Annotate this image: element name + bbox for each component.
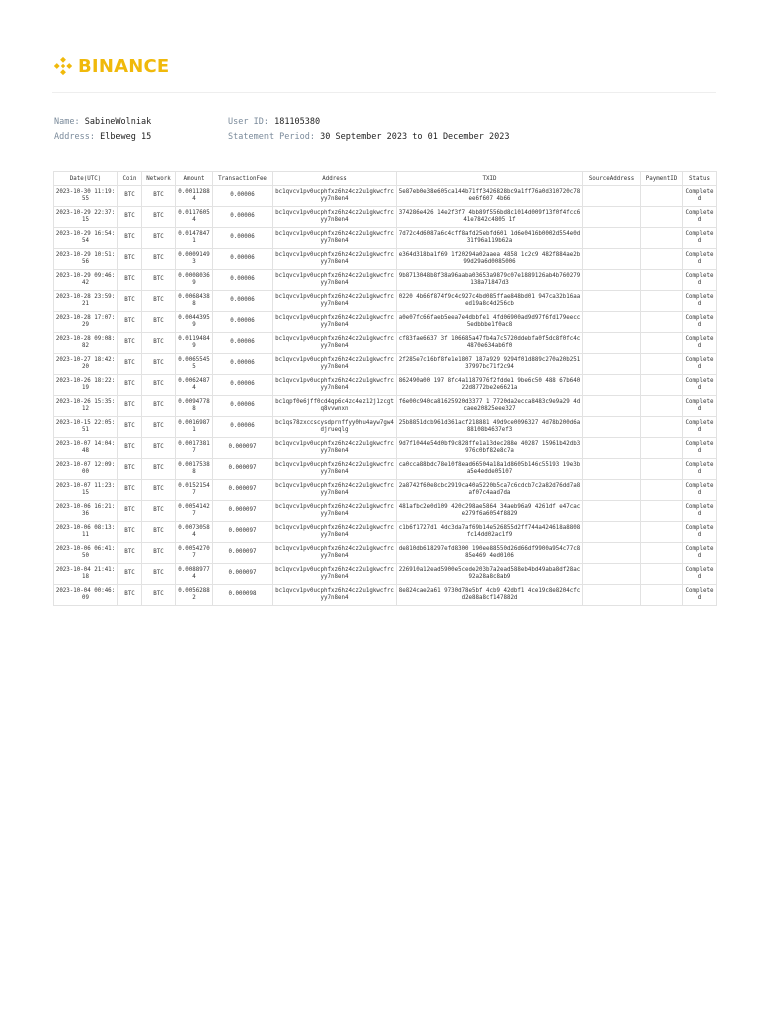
- fee-cell: 0.00006: [213, 375, 273, 396]
- coin-cell: BTC: [118, 396, 142, 417]
- coin-cell: BTC: [118, 354, 142, 375]
- amount-cell: 0.00655455: [176, 354, 213, 375]
- coin-cell: BTC: [118, 186, 142, 207]
- payment-id-cell: [641, 459, 683, 480]
- source-address-cell: [583, 312, 641, 333]
- fee-cell: 0.00006: [213, 270, 273, 291]
- source-address-cell: [583, 354, 641, 375]
- address-cell: bc1qvcv1pv0ucphfxz6hz4cz2u1gkwcfrcyy7n8en4: [273, 333, 397, 354]
- network-cell: BTC: [142, 417, 176, 438]
- amount-cell: 0.00091493: [176, 249, 213, 270]
- col-payment-id: PaymentID: [641, 172, 683, 186]
- table-row: [54, 249, 717, 270]
- date-cell: 2023-10-29 16:54:54: [54, 228, 118, 249]
- coin-cell: BTC: [118, 585, 142, 606]
- table-row: [54, 186, 717, 207]
- payment-id-cell: [641, 585, 683, 606]
- date-cell: 2023-10-04 00:46:09: [54, 585, 118, 606]
- status-cell: Completed: [683, 417, 717, 438]
- txid-cell: e364d318ba1f69 1f20294a02aaea 4858 1c2c9 482f884ae2b99d29a6d0085006: [397, 249, 583, 270]
- payment-id-cell: [641, 564, 683, 585]
- network-cell: BTC: [142, 501, 176, 522]
- binance-diamond-icon: [52, 55, 74, 77]
- source-address-cell: [583, 207, 641, 228]
- table-row: [54, 438, 717, 459]
- table-row: [54, 396, 717, 417]
- payment-id-cell: [641, 228, 683, 249]
- amount-cell: 0.00173817: [176, 438, 213, 459]
- fee-cell: 0.00006: [213, 291, 273, 312]
- source-address-cell: [583, 585, 641, 606]
- status-cell: Completed: [683, 291, 717, 312]
- header-divider: [52, 92, 716, 93]
- date-cell: 2023-10-06 06:41:50: [54, 543, 118, 564]
- coin-cell: BTC: [118, 228, 142, 249]
- payment-id-cell: [641, 354, 683, 375]
- status-cell: Completed: [683, 228, 717, 249]
- payment-id-cell: [641, 501, 683, 522]
- col-txid: TXID: [397, 172, 583, 186]
- payment-id-cell: [641, 312, 683, 333]
- txid-cell: 2a8742f60e8cbc2919ca40a5220b5ca7c6cdcb7c2a82d76dd7a8af07c4aad7da: [397, 480, 583, 501]
- table-row: [54, 522, 717, 543]
- binance-logo: [52, 55, 169, 77]
- fee-cell: 0.00006: [213, 249, 273, 270]
- amount-cell: 0.01176054: [176, 207, 213, 228]
- status-cell: Completed: [683, 522, 717, 543]
- amount-cell: 0.00947788: [176, 396, 213, 417]
- account-name: SabineWolniak: [84, 117, 152, 127]
- address-cell: bc1qvcv1pv0ucphfxz6hz4cz2u1gkwcfrcyy7n8en4: [273, 249, 397, 270]
- col-coin: Coin: [118, 172, 142, 186]
- brand-name: BINANCE: [78, 55, 170, 77]
- amount-cell: 0.00541427: [176, 501, 213, 522]
- status-cell: Completed: [683, 585, 717, 606]
- fee-cell: 0.00006: [213, 186, 273, 207]
- status-cell: Completed: [683, 249, 717, 270]
- col-date: Date(UTC): [54, 172, 118, 186]
- date-cell: 2023-10-29 22:37:15: [54, 207, 118, 228]
- fee-cell: 0.00006: [213, 333, 273, 354]
- payment-id-cell: [641, 480, 683, 501]
- date-cell: 2023-10-28 09:08:82: [54, 333, 118, 354]
- network-cell: BTC: [142, 249, 176, 270]
- table-row: [54, 228, 717, 249]
- table-row: [54, 480, 717, 501]
- payment-id-cell: [641, 543, 683, 564]
- fee-cell: 0.000097: [213, 522, 273, 543]
- col-fee: TransactionFee: [213, 172, 273, 186]
- payment-id-cell: [641, 333, 683, 354]
- address-cell: bc1qvcv1pv0ucphfxz6hz4cz2u1gkwcfrcyy7n8en4: [273, 228, 397, 249]
- status-cell: Completed: [683, 501, 717, 522]
- status-cell: Completed: [683, 459, 717, 480]
- payment-id-cell: [641, 438, 683, 459]
- address-cell: bc1qvcv1pv0ucphfxz6hz4cz2u1gkwcfrcyy7n8en4: [273, 564, 397, 585]
- status-cell: Completed: [683, 438, 717, 459]
- fee-cell: 0.000097: [213, 459, 273, 480]
- network-cell: BTC: [142, 522, 176, 543]
- source-address-cell: [583, 438, 641, 459]
- amount-cell: 0.00169871: [176, 417, 213, 438]
- status-cell: Completed: [683, 207, 717, 228]
- source-address-cell: [583, 228, 641, 249]
- date-cell: 2023-10-07 14:04:48: [54, 438, 118, 459]
- coin-cell: BTC: [118, 270, 142, 291]
- date-cell: 2023-10-15 22:05:51: [54, 417, 118, 438]
- txid-cell: 5e87eb0e38e605ca144b71ff3426828bc9a1ff76a0d310720c78ee6f607 4b66: [397, 186, 583, 207]
- amount-cell: 0.01478471: [176, 228, 213, 249]
- txid-cell: 7d72c4d6087a6c4cff8afd25ebfd601 1d6e0416b0002d554e0d31f96a119b62a: [397, 228, 583, 249]
- address-cell: bc1qvcv1pv0ucphfxz6hz4cz2u1gkwcfrcyy7n8en4: [273, 459, 397, 480]
- payment-id-cell: [641, 270, 683, 291]
- user-id-label: User ID:: [228, 117, 269, 127]
- fee-cell: 0.00006: [213, 228, 273, 249]
- date-cell: 2023-10-29 09:46:42: [54, 270, 118, 291]
- address-cell: bc1qvcv1pv0ucphfxz6hz4cz2u1gkwcfrcyy7n8en4: [273, 291, 397, 312]
- coin-cell: BTC: [118, 417, 142, 438]
- table-row: [54, 501, 717, 522]
- source-address-cell: [583, 186, 641, 207]
- network-cell: BTC: [142, 207, 176, 228]
- txid-cell: f6e00c940ca81625920d3377 1 7720da2ecca8483c9e9a29 4dcaee20825eee327: [397, 396, 583, 417]
- table-row: [54, 459, 717, 480]
- payment-id-cell: [641, 186, 683, 207]
- address-cell: bc1qvcv1pv0ucphfxz6hz4cz2u1gkwcfrcyy7n8en4: [273, 480, 397, 501]
- date-cell: 2023-10-26 18:22:19: [54, 375, 118, 396]
- txid-cell: 9d7f1044e54d0bf9c828ffe1a13dec288e 40287 15961b42db3976c0bf82e8c7a: [397, 438, 583, 459]
- network-cell: BTC: [142, 333, 176, 354]
- payment-id-cell: [641, 291, 683, 312]
- fee-cell: 0.00006: [213, 207, 273, 228]
- coin-cell: BTC: [118, 312, 142, 333]
- account-address: Elbeweg 15: [100, 132, 152, 142]
- name-label: Name:: [54, 117, 80, 127]
- transactions-table: [53, 171, 717, 606]
- amount-cell: 0.00889774: [176, 564, 213, 585]
- network-cell: BTC: [142, 228, 176, 249]
- table-row: [54, 312, 717, 333]
- date-cell: 2023-10-07 12:09:00: [54, 459, 118, 480]
- amount-cell: 0.00542707: [176, 543, 213, 564]
- date-cell: 2023-10-04 21:41:18: [54, 564, 118, 585]
- fee-cell: 0.000097: [213, 480, 273, 501]
- status-cell: Completed: [683, 312, 717, 333]
- network-cell: BTC: [142, 564, 176, 585]
- user-id-row: [228, 115, 509, 130]
- fee-cell: 0.000097: [213, 501, 273, 522]
- txid-cell: c1b6f1727d1 4dc3da7af69b14e526855d2ff744a424618a8808fc14dd02ac1f9: [397, 522, 583, 543]
- date-cell: 2023-10-26 15:35:12: [54, 396, 118, 417]
- address-cell: bc1qvcv1pv0ucphfxz6hz4cz2u1gkwcfrcyy7n8en4: [273, 186, 397, 207]
- source-address-cell: [583, 480, 641, 501]
- address-cell: bc1qvcv1pv0ucphfxz6hz4cz2u1gkwcfrcyy7n8en4: [273, 438, 397, 459]
- fee-cell: 0.000097: [213, 564, 273, 585]
- status-cell: Completed: [683, 186, 717, 207]
- amount-cell: 0.00443959: [176, 312, 213, 333]
- fee-cell: 0.000097: [213, 438, 273, 459]
- amount-cell: 0.00112884: [176, 186, 213, 207]
- fee-cell: 0.00006: [213, 396, 273, 417]
- status-cell: Completed: [683, 375, 717, 396]
- address-cell: bc1qvcv1pv0ucphfxz6hz4cz2u1gkwcfrcyy7n8en4: [273, 270, 397, 291]
- table-row: [54, 585, 717, 606]
- col-amount: Amount: [176, 172, 213, 186]
- amount-cell: 0.01521547: [176, 480, 213, 501]
- account-info-left: [54, 115, 151, 145]
- source-address-cell: [583, 417, 641, 438]
- date-cell: 2023-10-28 23:59:21: [54, 291, 118, 312]
- date-cell: 2023-10-30 11:19:55: [54, 186, 118, 207]
- network-cell: BTC: [142, 480, 176, 501]
- table-row: [54, 543, 717, 564]
- network-cell: BTC: [142, 459, 176, 480]
- address-cell: bc1qvcv1pv0ucphfxz6hz4cz2u1gkwcfrcyy7n8en4: [273, 354, 397, 375]
- address-cell: bc1qvcv1pv0ucphfxz6hz4cz2u1gkwcfrcyy7n8en4: [273, 585, 397, 606]
- table-row: [54, 417, 717, 438]
- col-address: Address: [273, 172, 397, 186]
- source-address-cell: [583, 375, 641, 396]
- txid-cell: 2f285e7c16bf8fe1e1807 187a929 9294f01d889c270a20b25137997bc71f2c94: [397, 354, 583, 375]
- txid-cell: 226910a12ead5900e5cede203b7a2ead588eb4bd49aba8df28ac92a28a8c8ab9: [397, 564, 583, 585]
- coin-cell: BTC: [118, 564, 142, 585]
- payment-id-cell: [641, 417, 683, 438]
- network-cell: BTC: [142, 375, 176, 396]
- network-cell: BTC: [142, 354, 176, 375]
- status-cell: Completed: [683, 396, 717, 417]
- coin-cell: BTC: [118, 543, 142, 564]
- table-header-row: [54, 172, 717, 186]
- address-row: [54, 130, 151, 145]
- payment-id-cell: [641, 249, 683, 270]
- table-row: [54, 564, 717, 585]
- txid-cell: 25b8851dcb961d361acf218881 49d9ce0096327 4d78b200d6a88108b4637ef3: [397, 417, 583, 438]
- network-cell: BTC: [142, 585, 176, 606]
- status-cell: Completed: [683, 333, 717, 354]
- status-cell: Completed: [683, 480, 717, 501]
- period-label: Statement Period:: [228, 132, 315, 142]
- amount-cell: 0.00684388: [176, 291, 213, 312]
- txid-cell: cf83fae6637 3f 106685a47fb4a7c5720ddebfa0f5dc8f0fc4c4870e634ab6f0: [397, 333, 583, 354]
- fee-cell: 0.00006: [213, 312, 273, 333]
- date-cell: 2023-10-06 08:13:11: [54, 522, 118, 543]
- fee-cell: 0.00006: [213, 417, 273, 438]
- network-cell: BTC: [142, 291, 176, 312]
- payment-id-cell: [641, 522, 683, 543]
- table-row: [54, 291, 717, 312]
- statement-period: 30 September 2023 to 01 December 2023: [320, 132, 510, 142]
- coin-cell: BTC: [118, 291, 142, 312]
- amount-cell: 0.00175388: [176, 459, 213, 480]
- coin-cell: BTC: [118, 249, 142, 270]
- fee-cell: 0.000097: [213, 543, 273, 564]
- payment-id-cell: [641, 207, 683, 228]
- coin-cell: BTC: [118, 459, 142, 480]
- status-cell: Completed: [683, 564, 717, 585]
- status-cell: Completed: [683, 543, 717, 564]
- txid-cell: 481afbc2e0d109 420c298ae5864 34aeb96a9 4261df e47cace279f6a6054f8829: [397, 501, 583, 522]
- table-row: [54, 270, 717, 291]
- date-cell: 2023-10-28 17:07:29: [54, 312, 118, 333]
- user-id: 181105380: [274, 117, 321, 127]
- address-cell: bc1qvcv1pv0ucphfxz6hz4cz2u1gkwcfrcyy7n8en4: [273, 207, 397, 228]
- address-cell: bc1qvcv1pv0ucphfxz6hz4cz2u1gkwcfrcyy7n8en4: [273, 501, 397, 522]
- fee-cell: 0.000098: [213, 585, 273, 606]
- date-cell: 2023-10-29 10:51:56: [54, 249, 118, 270]
- table-row: [54, 354, 717, 375]
- amount-cell: 0.00562882: [176, 585, 213, 606]
- col-source-address: SourceAddress: [583, 172, 641, 186]
- address-cell: bc1qvcv1pv0ucphfxz6hz4cz2u1gkwcfrcyy7n8en4: [273, 543, 397, 564]
- address-cell: bc1qvcv1pv0ucphfxz6hz4cz2u1gkwcfrcyy7n8en4: [273, 522, 397, 543]
- txid-cell: 8e824cae2a61 9730d78e5bf 4cb9 42dbf1 4ce19c8e8204cfcd2e88a8cf147882d: [397, 585, 583, 606]
- source-address-cell: [583, 543, 641, 564]
- txid-cell: 862490a00 197 8fc4a1187976f2fdde1 9be6c50 488 67b64022d8772be2e6621a: [397, 375, 583, 396]
- coin-cell: BTC: [118, 480, 142, 501]
- payment-id-cell: [641, 375, 683, 396]
- amount-cell: 0.00730584: [176, 522, 213, 543]
- table-row: [54, 375, 717, 396]
- account-info-right: [228, 115, 509, 145]
- coin-cell: BTC: [118, 333, 142, 354]
- coin-cell: BTC: [118, 501, 142, 522]
- network-cell: BTC: [142, 186, 176, 207]
- name-row: [54, 115, 151, 130]
- network-cell: BTC: [142, 438, 176, 459]
- source-address-cell: [583, 522, 641, 543]
- amount-cell: 0.00080369: [176, 270, 213, 291]
- txid-cell: 9b8713048b8f38a96aaba03653a9879c07e1889126ab4b760279 138a71847d3: [397, 270, 583, 291]
- network-cell: BTC: [142, 396, 176, 417]
- address-cell: bc1qvcv1pv0ucphfxz6hz4cz2u1gkwcfrcyy7n8en4: [273, 312, 397, 333]
- coin-cell: BTC: [118, 438, 142, 459]
- amount-cell: 0.00624874: [176, 375, 213, 396]
- col-status: Status: [683, 172, 717, 186]
- source-address-cell: [583, 291, 641, 312]
- source-address-cell: [583, 249, 641, 270]
- period-row: [228, 130, 509, 145]
- coin-cell: BTC: [118, 207, 142, 228]
- txid-cell: 374286e426 14e2f3f7 4bb89f556bd8c1014d009f13f0f4fcc641e7842c4805 1f: [397, 207, 583, 228]
- status-cell: Completed: [683, 354, 717, 375]
- network-cell: BTC: [142, 543, 176, 564]
- date-cell: 2023-10-27 18:42:20: [54, 354, 118, 375]
- txid-cell: a0e07fc66faeb5eea7e4dbbfe1 4fd06900ad9d97f6fd179eecc5edbbbe1f0ac8: [397, 312, 583, 333]
- fee-cell: 0.00006: [213, 354, 273, 375]
- txid-cell: ca0cca88bdc78e10f8ead66504a18a1d8605b146c55193 19e3ba5e4edde05107: [397, 459, 583, 480]
- address-label: Address:: [54, 132, 95, 142]
- address-cell: bc1qpf0e6jff0cd4qp6c4zc4ez12j1zcgtq8vvwnxn: [273, 396, 397, 417]
- address-cell: bc1qvcv1pv0ucphfxz6hz4cz2u1gkwcfrcyy7n8en4: [273, 375, 397, 396]
- date-cell: 2023-10-06 16:21:36: [54, 501, 118, 522]
- status-cell: Completed: [683, 270, 717, 291]
- amount-cell: 0.01194849: [176, 333, 213, 354]
- date-cell: 2023-10-07 11:23:15: [54, 480, 118, 501]
- network-cell: BTC: [142, 270, 176, 291]
- address-cell: bc1qs78zxccscysdprnffyy0hu4ayw7gw4djrueqlg: [273, 417, 397, 438]
- table-row: [54, 333, 717, 354]
- source-address-cell: [583, 459, 641, 480]
- payment-id-cell: [641, 396, 683, 417]
- coin-cell: BTC: [118, 375, 142, 396]
- table-row: [54, 207, 717, 228]
- source-address-cell: [583, 564, 641, 585]
- coin-cell: BTC: [118, 522, 142, 543]
- col-network: Network: [142, 172, 176, 186]
- source-address-cell: [583, 396, 641, 417]
- source-address-cell: [583, 501, 641, 522]
- txid-cell: 0220 4b66f874f9c4c927c4bd085ffae848bd01 947ca32b16aaed19a8c4d256cb: [397, 291, 583, 312]
- source-address-cell: [583, 270, 641, 291]
- txid-cell: de810db618297efd8300 190ee88550d26d66df9900a954c77c885e469 4ed0106: [397, 543, 583, 564]
- source-address-cell: [583, 333, 641, 354]
- network-cell: BTC: [142, 312, 176, 333]
